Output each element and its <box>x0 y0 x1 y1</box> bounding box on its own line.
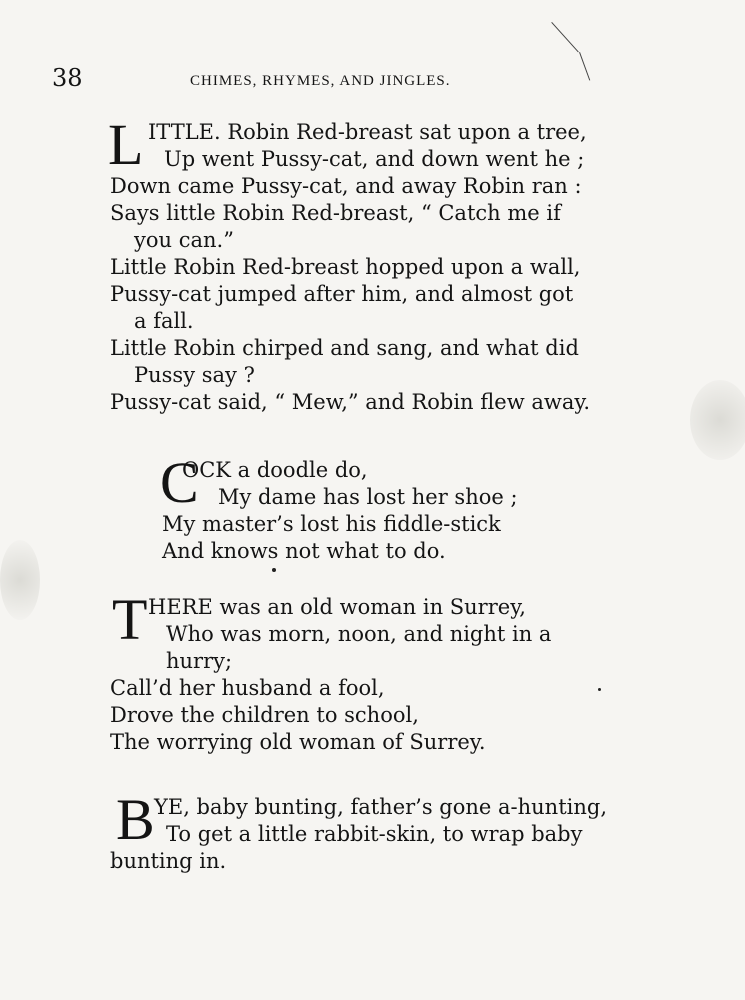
running-head: CHIMES, RHYMES, AND JINGLES. <box>190 73 451 89</box>
poem-line: Says little Robin Red-breast, “ Catch me if <box>110 201 561 225</box>
poem-line: To get a little rabbit-skin, to wrap baby <box>166 822 583 846</box>
drop-cap: B <box>116 787 155 852</box>
poem-line: Little Robin chirped and sang, and what did <box>110 336 579 360</box>
ink-speck <box>598 688 601 691</box>
drop-cap: T <box>112 587 148 652</box>
poem-line: HERE was an old woman in Surrey, <box>148 595 526 619</box>
poem-line: Pussy-cat said, “ Mew,” and Robin flew away. <box>110 390 591 414</box>
poem-line: The worrying old woman of Surrey. <box>110 730 486 754</box>
poem-line: OCK a doodle do, <box>182 458 368 482</box>
page-number: 38 <box>52 64 83 92</box>
drop-cap: C <box>160 450 199 515</box>
poem-line: Pussy-cat jumped after him, and almost got <box>110 282 574 306</box>
page-stain <box>690 380 745 460</box>
poem-line: Call’d her husband a fool, <box>110 676 385 700</box>
poem-line: YE, baby bunting, father’s gone a-hunting, <box>154 795 608 819</box>
drop-cap: L <box>108 112 144 177</box>
poem-line: My dame has lost her shoe ; <box>218 485 518 509</box>
poem-line: you can.” <box>134 228 234 252</box>
poem-line: My master’s lost his fiddle-stick <box>162 512 501 536</box>
poem-line: Who was morn, noon, and night in a <box>166 622 552 646</box>
poem-line: And knows not what to do. <box>162 539 446 563</box>
poem-line: Drove the children to school, <box>110 703 419 727</box>
poem-line: bunting in. <box>110 849 227 873</box>
poem-line: Pussy say ? <box>134 363 255 387</box>
poem-line: a fall. <box>134 309 194 333</box>
pencil-mark <box>579 52 590 81</box>
poem-line: Down came Pussy-cat, and away Robin ran : <box>110 174 582 198</box>
pencil-mark <box>551 22 579 52</box>
poem-line: Up went Pussy-cat, and down went he ; <box>164 147 585 171</box>
ink-speck <box>272 568 276 572</box>
page-stain <box>0 540 40 620</box>
poem-line: hurry; <box>166 649 233 673</box>
poem-line: ITTLE. Robin Red-breast sat upon a tree, <box>148 120 587 144</box>
poem-line: Little Robin Red-breast hopped upon a wall, <box>110 255 581 279</box>
